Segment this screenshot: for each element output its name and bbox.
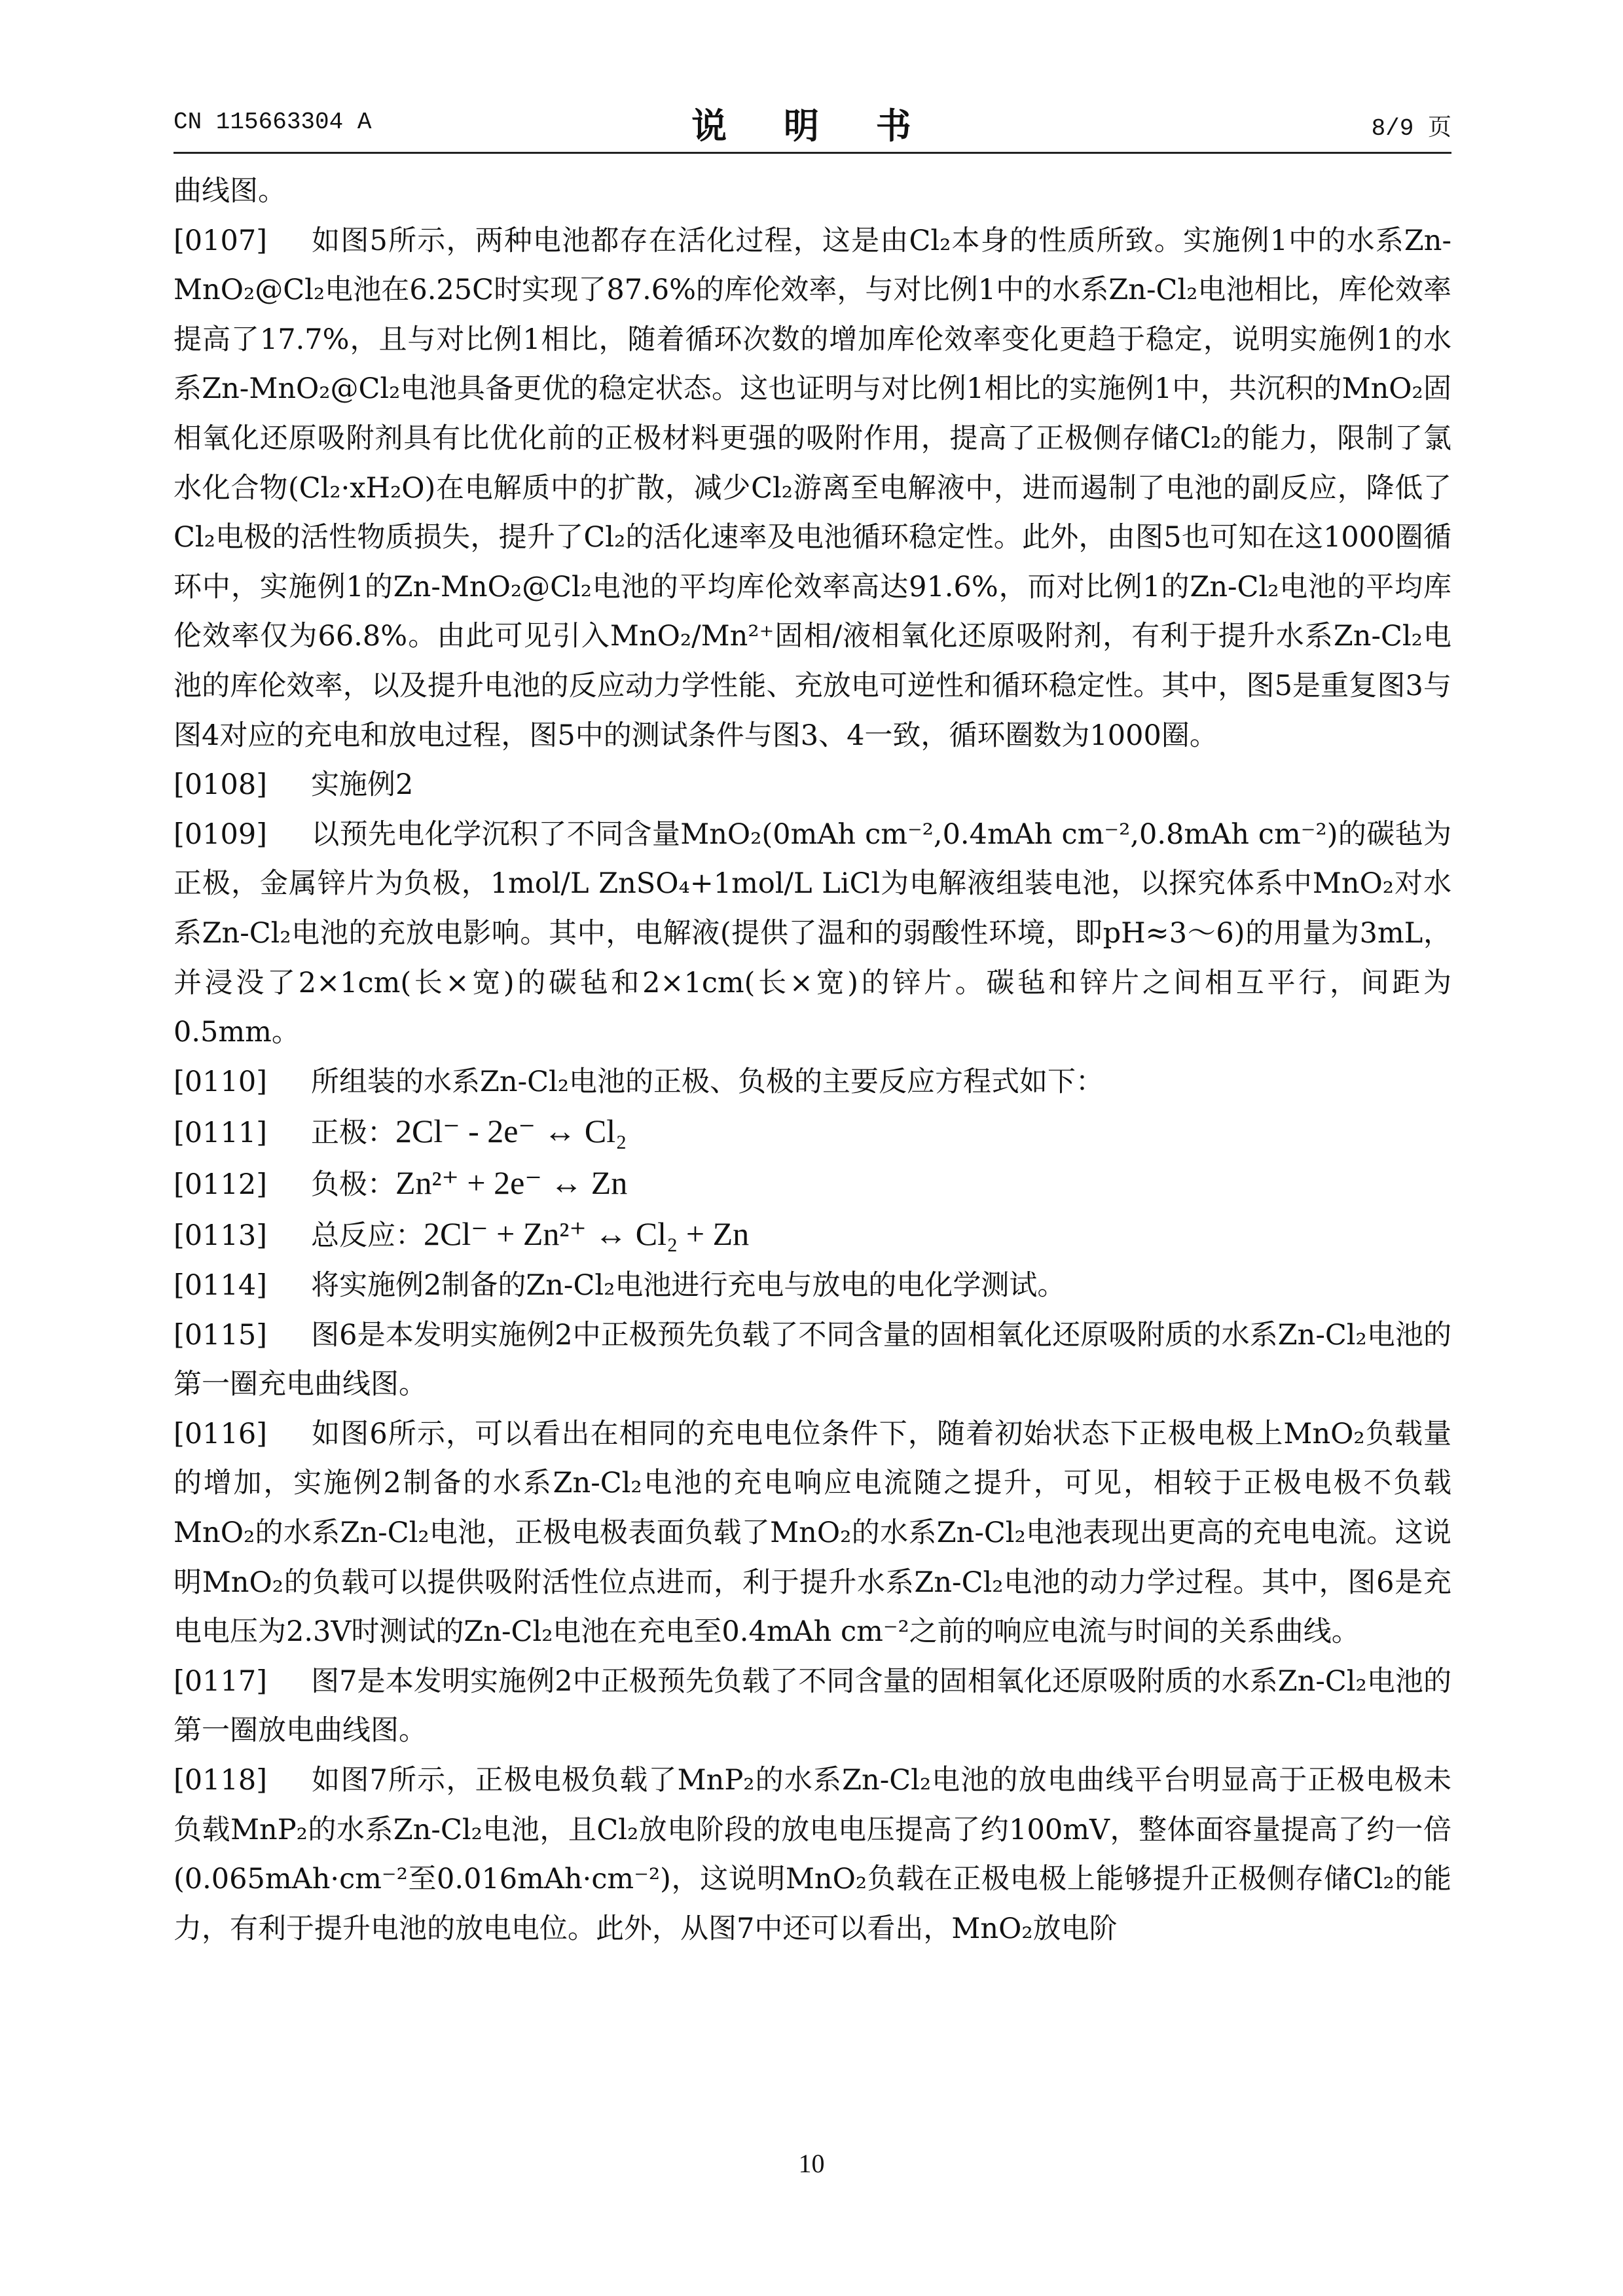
page-header [173,98,1451,151]
paragraph-text: 如图7所示，正极电极负载了MnP₂的水系Zn-Cl₂电池的放电曲线平台明显高于正极电极未负载MnP₂的水系Zn-Cl₂电池，且Cl₂放电阶段的放电电压提高了约100mV，整体面容量提高了约一倍(0.065mAh·cm⁻²至0.016mAh·cm⁻²)，这说明MnO₂负载在正极电极上能够提升正极侧存储Cl₂的能力，有利于提升电池的放电电位。此外，从图7中还可以看出，MnO₂放电阶 [173,1764,1451,1945]
paragraph-number: [0118] [173,1764,267,1797]
paragraph-continuation: 曲线图。 [173,175,286,207]
equation-formula: Zn²⁺ + 2e⁻ ↔ Zn [395,1164,628,1201]
paragraph-0113 [173,1210,1451,1261]
equation-formula: 2Cl⁻ + Zn²⁺ ↔ Cl₂ + Zn [424,1215,750,1253]
paragraph-0116 [173,1410,1451,1657]
paragraph-text: 将实施例2制备的Zn-Cl₂电池进行充电与放电的电化学测试。 [311,1269,1066,1302]
paragraph-0110 [173,1058,1451,1107]
paragraph-text: 所组装的水系Zn-Cl₂电池的正极、负极的主要反应方程式如下： [311,1065,1104,1098]
paragraph-number: [0113] [173,1219,267,1253]
paragraph-number: [0109] [173,817,267,851]
paragraph-number: [0110] [173,1065,267,1098]
paragraph-text: 如图6所示，可以看出在相同的充电电位条件下，随着初始状态下正极电极上MnO₂负载量的增加，实施例2制备的水系Zn-Cl₂电池的充电响应电流随之提升，可见，相较于正极电极不负载MnO₂的水系Zn-Cl₂电池，正极电极表面负载了MnO₂的水系Zn-Cl₂电池表现出更高的充电电流。这说明MnO₂的负载可以提供吸附活性位点进而，利于提升水系Zn-Cl₂电池的动力学过程。其中，图6是充电电压为2.3V时测试的Zn-Cl₂电池在充电至0.4mAh cm⁻²之前的响应电流与时间的关系曲线。 [173,1417,1451,1649]
paragraph-0109 [173,810,1451,1058]
paragraph-number: [0107] [173,224,267,257]
equation-label: 正极： [311,1117,395,1150]
paragraph-0111 [173,1107,1451,1158]
paragraph-0108 [173,761,1451,810]
publication-number: CN 115663304 A [173,109,372,135]
equation-label: 总反应： [311,1219,424,1253]
document-title: 说 明 书 [691,105,934,147]
paragraph-text: 实施例2 [311,768,414,802]
document-body [173,167,1451,1954]
paragraph-text: 如图5所示，两种电池都存在活化过程，这是由Cl₂本身的性质所致。实施例1中的水系Zn-MnO₂@Cl₂电池在6.25C时实现了87.6%的库伦效率，与对比例1中的水系Zn-Cl₂电池相比，库伦效率提高了17.7%，且与对比例1相比，随着循环次数的增加库伦效率变化更趋于稳定，说明实施例1的水系Zn-MnO₂@Cl₂电池具备更优的稳定状态。这也证明与对比例1相比的实施例1中，共沉积的MnO₂固相氧化还原吸附剂具有比优化前的正极材料更强的吸附作用，提高了正极侧存储Cl₂的能力，限制了氯水化合物(Cl₂·xH₂O)在电解质中的扩散，减少Cl₂游离至电解液中，进而遏制了电池的副反应，降低了Cl₂电极的活性物质损失，提升了Cl₂的活化速率及电池循环稳定性。此外，由图5也可知在这1000圈循环中，实施例1的Zn-MnO₂@Cl₂电池的平均库伦效率高达91.6%，而对比例1的Zn-Cl₂电池的平均库伦效率仅为66.8%。由此可见引入MnO₂/Mn²⁺固相/液相氧化还原吸附剂，有利于提升水系Zn-Cl₂电池的库伦效率，以及提升电池的反应动力学性能、充放电可逆性和循环稳定性。其中，图5是重复图3与图4对应的充电和放电过程，图5中的测试条件与图3、4一致，循环圈数为1000圈。 [173,224,1451,752]
equation-label: 负极： [311,1168,395,1201]
paragraph-number: [0112] [173,1168,267,1201]
paragraph-0117 [173,1657,1451,1756]
paragraph-number: [0117] [173,1664,267,1698]
paragraph-number: [0111] [173,1117,267,1150]
equation-formula: 2Cl⁻ - 2e⁻ ↔ Cl₂ [395,1113,627,1150]
paragraph-0114 [173,1261,1451,1311]
page-indicator: 8/9 页 [1371,115,1451,142]
paragraph-number: [0114] [173,1269,267,1302]
paragraph-0115 [173,1311,1451,1410]
paragraph-0112 [173,1158,1451,1210]
page-number: 10 [798,2149,825,2178]
header-rule [173,152,1451,154]
paragraph-number: [0116] [173,1417,267,1450]
paragraph-text: 图6是本发明实施例2中正极预先负载了不同含量的固相氧化还原吸附质的水系Zn-Cl₂电池的第一圈充电曲线图。 [173,1318,1451,1401]
paragraph-0107 [173,217,1451,761]
paragraph-number: [0115] [173,1318,267,1352]
paragraph-text: 以预先电化学沉积了不同含量MnO₂(0mAh cm⁻²,0.4mAh cm⁻²,0.8mAh cm⁻²)的碳毡为正极，金属锌片为负极，1mol/L ZnSO₄+1mol/L LiCl为电解液组装电池，以探究体系中MnO₂对水系Zn-Cl₂电池的充放电影响。其中，电解液(提供了温和的弱酸性环境，即pH≈3～6)的用量为3mL，并浸没了2×1cm(长×宽)的碳毡和2×1cm(长×宽)的锌片。碳毡和锌片之间相互平行，间距为0.5mm。 [173,817,1451,1049]
paragraph-number: [0108] [173,768,267,802]
paragraph-0118 [173,1756,1451,1954]
paragraph-text: 图7是本发明实施例2中正极预先负载了不同含量的固相氧化还原吸附质的水系Zn-Cl₂电池的第一圈放电曲线图。 [173,1664,1451,1748]
